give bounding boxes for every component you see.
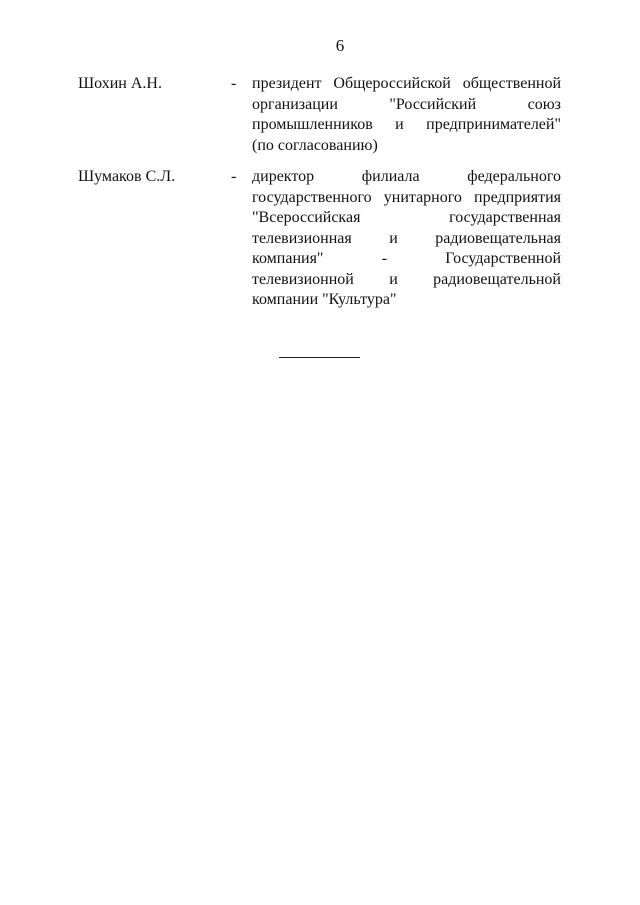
member-position <box>252 167 561 311</box>
separator-dash: - <box>231 168 237 185</box>
position-line: промышленников и предпринимателей" <box>252 116 561 133</box>
position-line: компании "Культура" <box>252 291 397 308</box>
member-name: Шохин А.Н. <box>78 75 162 92</box>
position-line: президент Общероссийской общественной <box>252 75 561 92</box>
position-line: "Всероссийская государственная <box>252 209 561 226</box>
position-line: телевизионная и радиовещательная <box>252 229 561 247</box>
position-line: (по согласованию) <box>252 136 378 154</box>
position-line: государственного унитарного предприятия <box>252 188 561 206</box>
position-line: телевизионной и радиовещательной <box>252 270 561 288</box>
member-position <box>252 74 561 156</box>
position-line: директор филиала федерального <box>252 168 561 185</box>
page-number: 6 <box>335 36 345 55</box>
separator-dash: - <box>231 75 237 92</box>
position-line: организации "Российский союз <box>252 95 561 113</box>
end-of-list-rule <box>279 357 360 358</box>
position-line: компания" - Государственной <box>252 250 561 267</box>
member-name: Шумаков С.Л. <box>78 168 176 185</box>
